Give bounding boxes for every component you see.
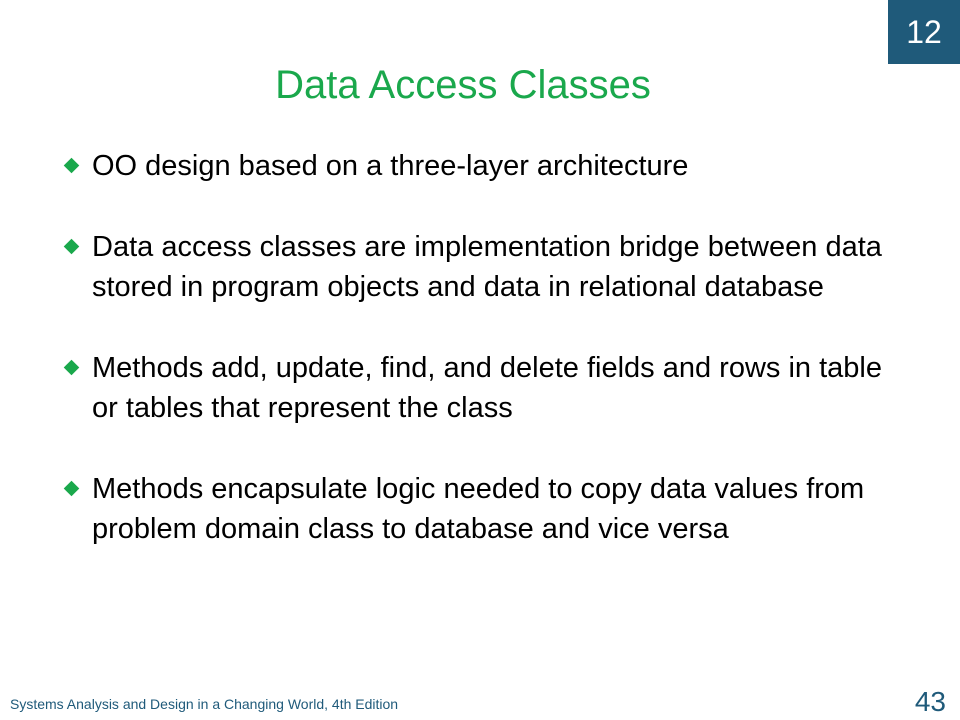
bullet-text: Methods add, update, find, and delete fields and rows in table or tables that represent the class <box>92 352 882 424</box>
diamond-bullet-icon <box>64 239 80 255</box>
bullet-list <box>60 146 910 590</box>
chapter-number-badge: 12 <box>888 0 960 64</box>
bullet-text: Data access classes are implementation bridge between data stored in program objects and data in relational database <box>92 231 882 303</box>
bullet-text: Methods encapsulate logic needed to copy data values from problem domain class to database and vice versa <box>92 473 865 545</box>
page-number: 43 <box>914 686 946 717</box>
bullet-item <box>60 227 910 307</box>
footer-text: Systems Analysis and Design in a Changing World, 4th Edition <box>10 696 399 712</box>
slide-title: Data Access Classes <box>275 63 651 107</box>
bullet-item <box>60 469 910 549</box>
bullet-item <box>60 146 910 186</box>
diamond-bullet-icon <box>64 481 80 497</box>
bullet-text: OO design based on a three-layer architecture <box>92 150 689 182</box>
diamond-bullet-icon <box>64 360 80 376</box>
bullet-item <box>60 348 910 428</box>
diamond-bullet-icon <box>64 158 80 174</box>
